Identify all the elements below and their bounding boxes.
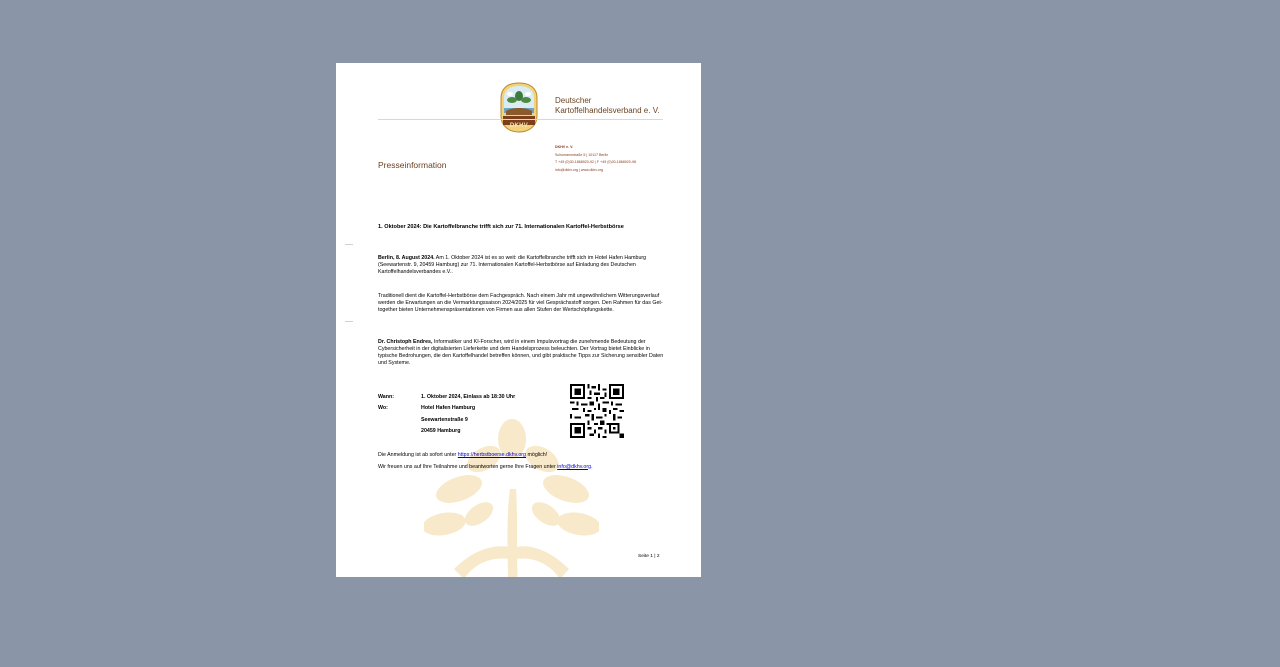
closing-1-pre: Die Anmeldung ist ab sofort unter [378,452,458,458]
page-number: Seite 1 | 2 [638,554,660,559]
org-name-line2: Kartoffelhandelsverband e. V. [555,106,660,115]
closing-line-1 [378,450,678,462]
closing-2-post: . [591,463,593,470]
paragraph-3 [378,339,666,367]
closing-line-2 [378,462,678,474]
contact-org: DKHV e. V. [555,145,574,149]
closing-text [378,450,678,473]
where-row-2 [378,415,558,426]
header-divider [378,119,663,120]
paragraph-3-text: Informatiker und KI-Forscher, wird in einem Impulsvortrag die zunehmende Bedeutung der Cybersicherheit in der digitalisierten Lieferkette und dem Handelsprozess beleuchten. Der Vortrag bietet Einblicke in typische Bedrohungen, die den Kartoffelhandel betreffen können, und gibt praktische Tipps zur Sicherung sensibler Daten und Systeme. [378,339,664,367]
where-line2: Seewartenstraße 9 [421,416,468,423]
contact-phone: T +49 (0)30-1868920-92 | F +49 (0)30-1868920-98 [555,160,636,164]
contact-block [555,144,675,174]
where-line1: Hotel Hafen Hamburg [421,405,476,412]
org-name [555,96,675,116]
when-label: Wann: [378,394,394,400]
contact-address: Schumannstraße 5 | 10117 Berlin [555,152,609,157]
paragraph-1-lead: Berlin, 8. August 2024. [378,255,435,261]
document-title: 1. Oktober 2024: Die Kartoffelbranche trifft sich zur 71. Internationalen Kartoffel-Herbstbörse [378,224,624,230]
where-row-3 [378,426,558,437]
event-details [378,392,558,437]
watermark-plant-icon [424,419,599,577]
when-row [378,392,558,403]
document-page [336,63,701,577]
paragraph-3-lead: Dr. Christoph Endres, [378,339,433,345]
closing-2-pre: Wir freuen uns auf Ihre Teilnahme und beantworten gerne Ihre Fragen unter [378,463,558,470]
paragraph-1-text: Am 1. Oktober 2024 ist es so weit: die Kartoffelbranche trifft sich im Hotel Hafen Hamburg (Seewartenstr. 9, 20459 Hamburg) zur 71. Internationalen Kartoffel-Herbstbörse auf Einladung des Deutschen Kartoffelhandelsverbandes e.V.. [378,255,647,276]
where-row [378,403,558,414]
contact-web: info@dkhv.org | www.dkhv.org [555,167,603,172]
where-line3: 20459 Hamburg [421,427,461,434]
org-name-line1: Deutscher [555,96,592,105]
closing-1-post: möglich! [526,452,548,458]
registration-link[interactable]: https://herbstboerse.dkhv.org [457,452,527,458]
margin-mark [345,321,353,322]
email-link[interactable]: info@dkhv.org [557,463,592,470]
press-label: Presseinformation [378,160,447,170]
qr-code-icon[interactable] [570,384,624,438]
logo-text: DKHV [509,123,529,129]
paragraph-1 [378,255,666,276]
when-value: 1. Oktober 2024, Einlass ab 18:30 Uhr [421,394,516,400]
margin-mark [345,244,353,245]
paragraph-2-text: Traditionell dient die Kartoffel-Herbstbörse dem Fachgespräch. Nach einem Jahr mit ungewöhnlichem Witterungsverlauf werden die Erwartungen an die Vermarktungssaison 2024/2025 für viel Gesprächsstoff sorgen. Den Rahmen für das Get-together bieten Unternehmenspräsentationen von Firmen aus allen Stufen der Wertschöpfungskette. [378,293,663,314]
where-label: Wo: [378,405,388,412]
paragraph-2 [378,293,666,314]
